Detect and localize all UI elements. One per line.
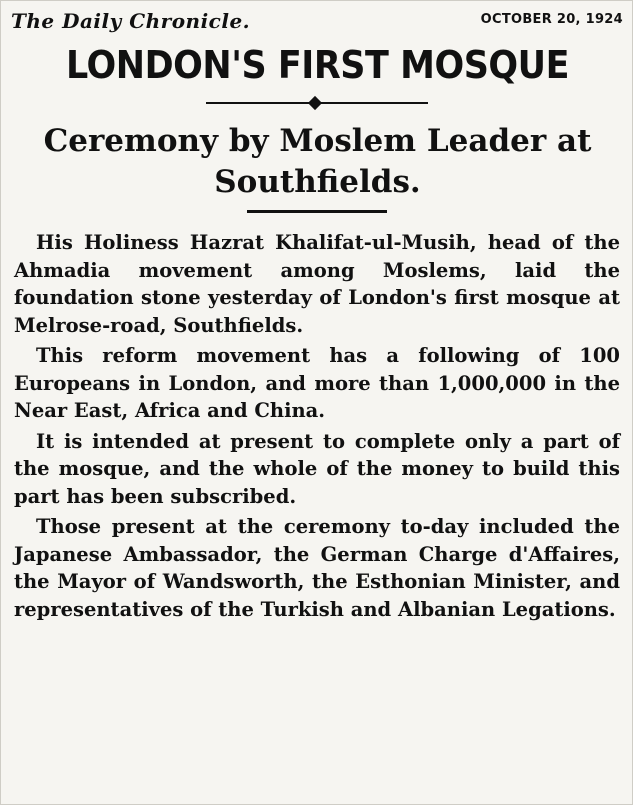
diamond-ornament-icon <box>308 96 322 110</box>
masthead <box>11 9 623 31</box>
newspaper-name: The Daily Chronicle. <box>11 9 251 33</box>
publication-date: OCTOBER 20, 1924 <box>480 12 623 27</box>
article-paragraph: This reform movement has a following of 100 Europeans in London, and more than 1,000,000 in the Near East, Africa and China. <box>14 344 620 422</box>
article-body <box>14 229 620 623</box>
article-paragraph: His Holiness Hazrat Khalifat-ul-Musih, head of the Ahmadia movement among Moslems, laid the foundation stone yesterday of London's first mosque at Melrose-road, Southfields. <box>14 231 620 337</box>
ornamental-divider <box>206 99 428 107</box>
article-paragraph: It is intended at present to complete only a part of the mosque, and the whole of the money to build this part has been subscribed. <box>14 429 620 508</box>
article-paragraph: Those present at the ceremony to-day included the Japanese Ambassador, the German Charge d'Affaires, the Mayor of Wandsworth, the Esthonian Minister, and representatives of the Turkish and Albanian Legations. <box>14 515 620 621</box>
subheadline: Ceremony by Moslem Leader at Southfields. <box>43 123 592 200</box>
section-divider <box>247 210 387 213</box>
headline: LONDON'S FIRST MOSQUE <box>65 43 570 87</box>
